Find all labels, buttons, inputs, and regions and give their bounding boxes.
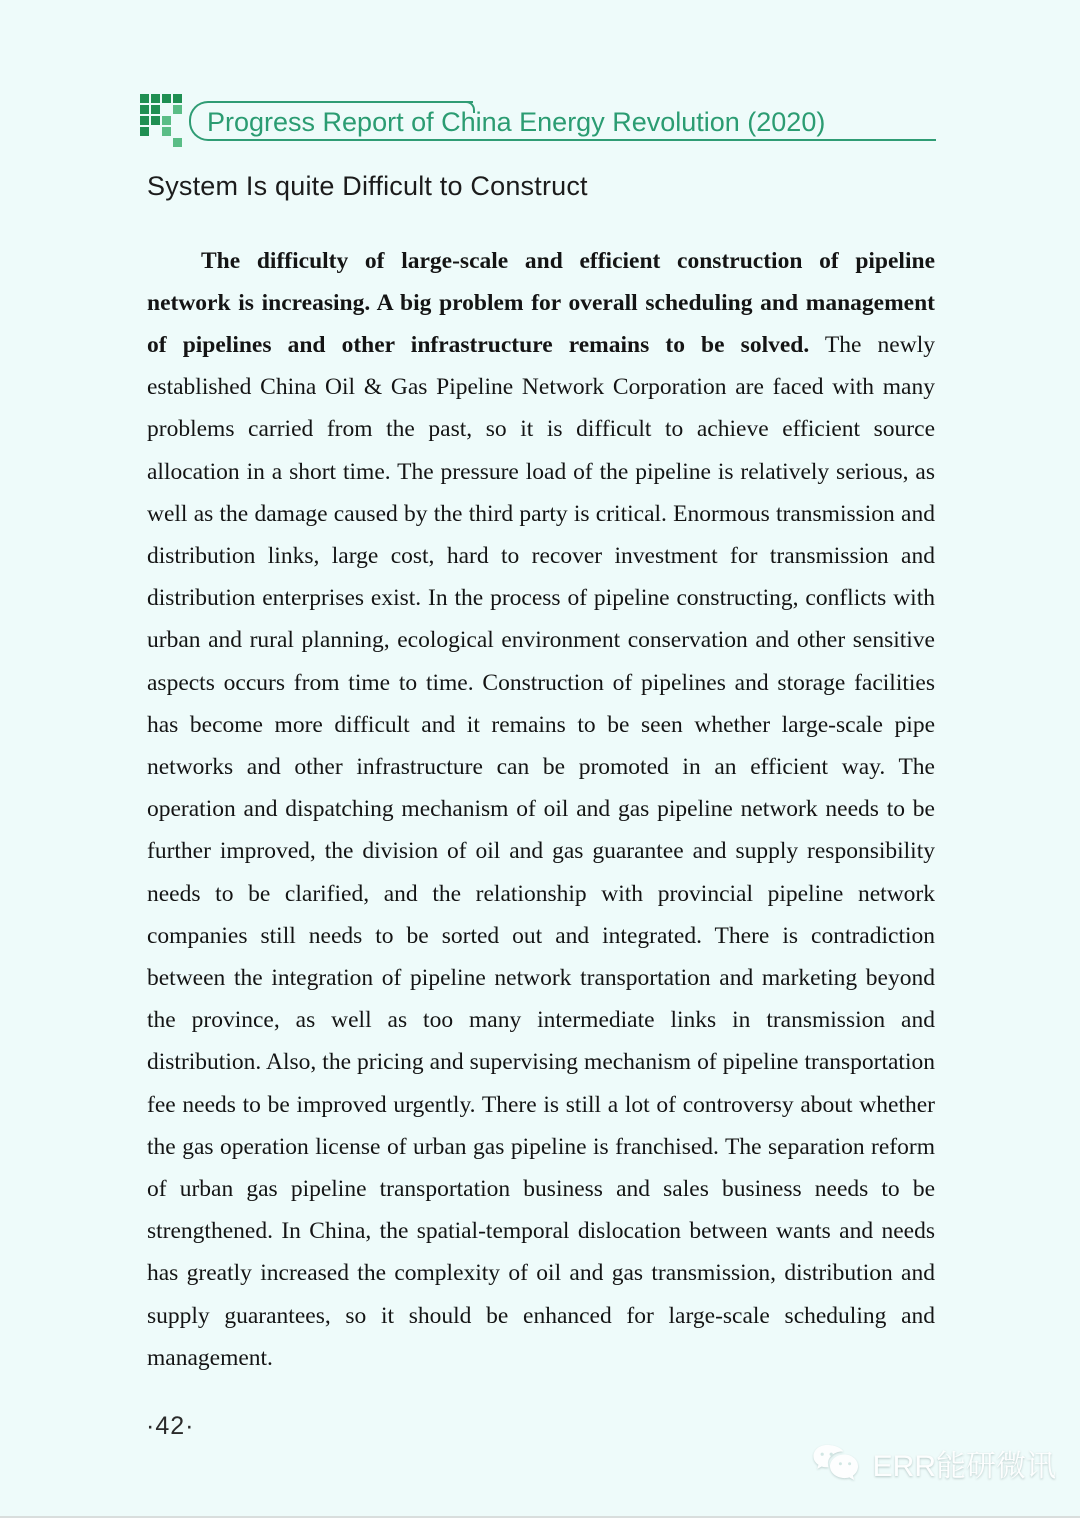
logo-pixel [151, 138, 160, 147]
section-heading: System Is quite Difficult to Construct [147, 171, 588, 201]
logo-pixel [162, 127, 171, 136]
logo-pixel [151, 94, 160, 103]
watermark-text: ERR能研微讯 [872, 1450, 1056, 1483]
logo-pixel [173, 116, 182, 125]
logo-pixel [151, 116, 160, 125]
logo-pixel [173, 94, 182, 103]
wechat-icon [811, 1441, 863, 1485]
logo-pixel [173, 127, 182, 136]
pixel-grid-logo-icon [140, 94, 182, 147]
page-number: ·42· [146, 1412, 195, 1440]
body-paragraph [147, 240, 935, 1379]
logo-pixel [151, 127, 160, 136]
paragraph-bold-lead: The difficulty of large-scale and efficient construction of pipeline network is increasing. A big problem for overall scheduling and management of pipelines and other infrastructure remains to be solved. [147, 247, 935, 358]
logo-pixel [140, 116, 149, 125]
watermark [811, 1441, 1056, 1485]
logo-pixel [162, 116, 171, 125]
logo-pixel [162, 94, 171, 103]
logo-pixel [173, 105, 182, 114]
report-title: Progress Report of China Energy Revolution (2020) [207, 107, 826, 137]
logo-pixel [140, 94, 149, 103]
paragraph-regular-text: The newly established China Oil & Gas Pipeline Network Corporation are faced with many problems carried from the past, so it is difficult to achieve efficient source allocation in a short time. The pressure load of the pipeline is relatively serious, as well as the damage caused by the third party is critical. Enormous transmission and distribution links, large cost, hard to recover investment for transmission and distribution enterprises exist. In the process of pipeline constructing, conflicts with urban and rural planning, ecological environment conservation and other sensitive aspects occurs from time to time. Construction of pipelines and storage facilities has become more difficult and it remains to be seen whether large-scale pipe networks and other infrastructure can be promoted in an efficient way. The operation and dispatching mechanism of oil and gas pipeline network needs to be further improved, the division of oil and gas guarantee and supply responsibility needs to be clarified, and the relationship with provincial pipeline network companies still needs to be sorted out and integrated. There is contradiction between the integration of pipeline network transportation and marketing beyond the province, as well as too many intermediate links in transmission and distribution. Also, the pricing and supervising mechanism of pipeline transportation fee needs to be improved urgently. There is still a lot of controversy about whether the gas operation license of urban gas pipeline is franchised. The separation reform of urban gas pipeline transportation business and sales business needs to be strengthened. In China, the spatial-temporal dislocation between wants and needs has greatly increased the complexity of oil and gas transmission, distribution and supply guarantees, so it should be enhanced for large-scale scheduling and management. [147, 331, 935, 1371]
logo-pixel [140, 138, 149, 147]
logo-pixel [140, 105, 149, 114]
logo-pixel [151, 105, 160, 114]
logo-pixel [162, 138, 171, 147]
logo-pixel [140, 127, 149, 136]
logo-pixel [173, 138, 182, 147]
logo-pixel [162, 105, 171, 114]
